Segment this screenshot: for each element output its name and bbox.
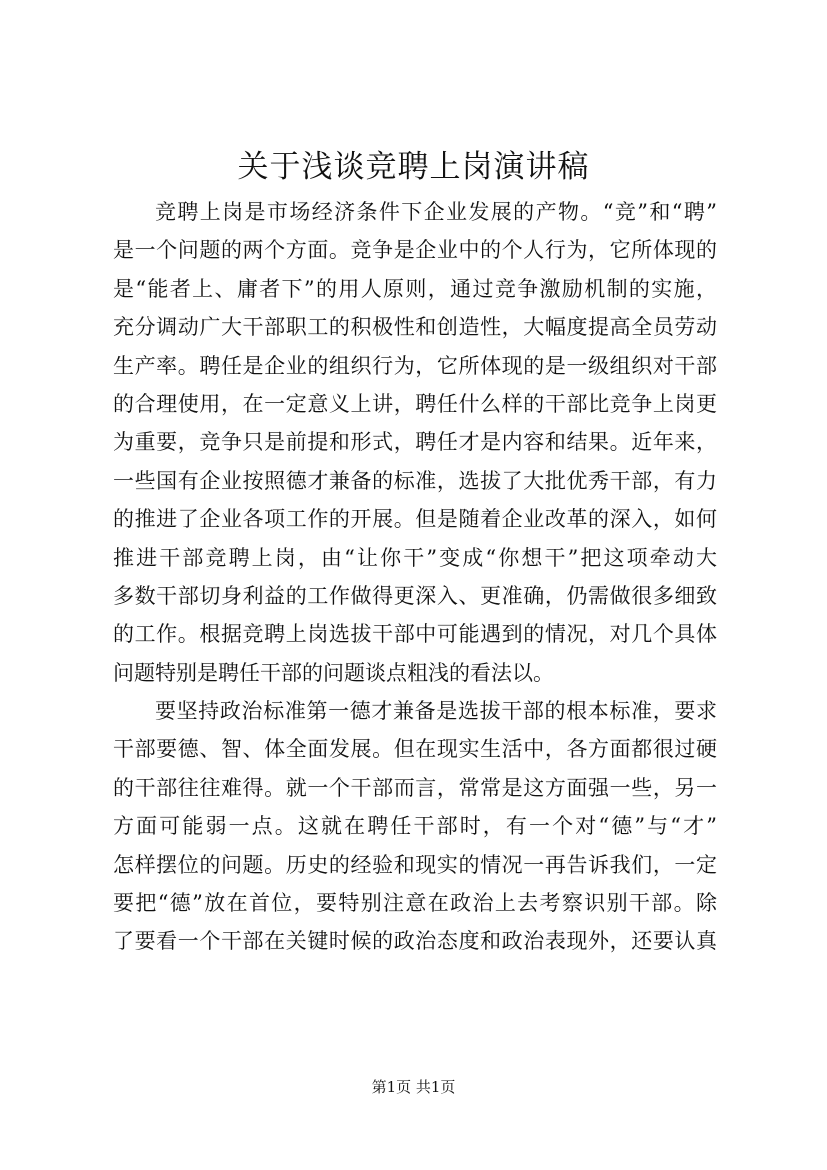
text-line: 竞聘上岗是市场经济条件下企业发展的产物。“竞”和“聘” — [155, 200, 717, 224]
paragraph-2 — [113, 692, 717, 961]
text-line: 是“能者上、庸者下”的用人原则，通过竞争激励机制的实施， — [113, 276, 717, 301]
text-line: 的合理使用，在一定意义上讲，聘任什么样的干部比竞争上岗更 — [113, 391, 717, 416]
text-line: 方面可能弱一点。这就在聘任干部时，有一个对“德”与“才” — [113, 814, 717, 839]
text-line: 干部要德、智、体全面发展。但在现实生活中，各方面都很过硬 — [113, 737, 717, 762]
document-title: 关于浅谈竞聘上岗演讲稿 — [237, 149, 590, 185]
text-line: 了要看一个干部在关键时候的政治态度和政治表现外，还要认真 — [113, 929, 717, 954]
text-line: 的工作。根据竞聘上岗选拔干部中可能遇到的情况，对几个具体 — [113, 622, 717, 647]
text-line: 要坚持政治标准第一德才兼备是选拔干部的根本标准，要求 — [155, 699, 717, 724]
document-body — [113, 193, 717, 961]
text-line: 要把“德”放在首位，要特别注意在政治上去考察识别干部。除 — [113, 891, 717, 916]
text-line: 的推进了企业各项工作的开展。但是随着企业改革的深入，如何 — [113, 507, 717, 532]
text-line: 为重要，竞争只是前提和形式，聘任才是内容和结果。近年来， — [113, 430, 717, 455]
text-line: 一些国有企业按照德才兼备的标准，选拔了大批优秀干部，有力 — [113, 468, 717, 493]
text-line: 的干部往往难得。就一个干部而言，常常是这方面强一些，另一 — [113, 775, 717, 800]
page-footer: 第1页 共1页 — [371, 1078, 456, 1096]
paragraph-1 — [113, 193, 717, 692]
text-line: 问题特别是聘任干部的问题谈点粗浅的看法以。 — [113, 660, 554, 685]
text-line: 生产率。聘任是企业的组织行为，它所体现的是一级组织对干部 — [113, 353, 717, 378]
text-line: 是一个问题的两个方面。竞争是企业中的个人行为，它所体现的 — [113, 238, 717, 263]
text-line: 多数干部切身利益的工作做得更深入、更准确，仍需做很多细致 — [113, 583, 717, 608]
text-line: 充分调动广大干部职工的积极性和创造性，大幅度提高全员劳动 — [113, 315, 717, 340]
text-line: 推进干部竞聘上岗，由“让你干”变成“你想干”把这项牵动大 — [113, 545, 717, 570]
text-line: 怎样摆位的问题。历史的经验和现实的情况一再告诉我们，一定 — [113, 852, 717, 877]
